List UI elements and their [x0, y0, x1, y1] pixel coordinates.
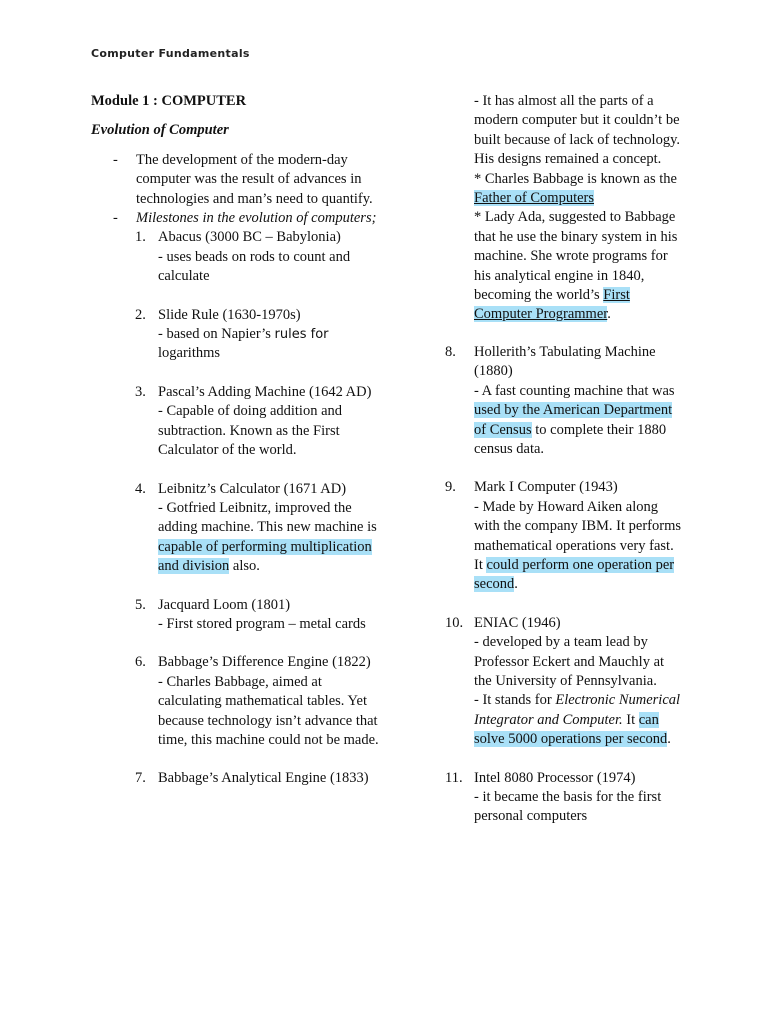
item-title: Babbage’s Analytical Engine (1833) — [158, 770, 369, 787]
list-item-5 — [91, 596, 381, 635]
intro-point-2 — [91, 209, 381, 228]
list-item-6 — [91, 653, 381, 750]
list-item-7-continued — [445, 92, 685, 325]
list-item-8 — [445, 343, 685, 459]
item-desc: - It has almost all the parts of a modern computer but it couldn’t be built because of lack of technology. His designs remained a concept. — [474, 93, 681, 168]
item-number: 7. — [135, 770, 146, 787]
list-item-9 — [445, 478, 685, 594]
list-item-11 — [445, 769, 685, 827]
item-desc: - Charles Babbage, aimed at calculating mathematical tables. Yet because technology isn’t advance that time, this machine could not be made. — [158, 673, 379, 748]
item-desc-part: rules for — [274, 327, 329, 343]
item-number: 6. — [135, 654, 146, 671]
dash-bullet: - — [113, 151, 118, 168]
intro-point-1 — [91, 151, 381, 209]
item-desc — [474, 691, 685, 749]
module-title: Module 1 : COMPUTER — [91, 93, 247, 109]
list-item-4 — [91, 480, 381, 577]
item-desc-part: - A fast counting machine that was — [474, 382, 675, 399]
item-desc-part: - based on Napier’s — [158, 326, 275, 343]
item-title: Jacquard Loom (1801) — [158, 596, 291, 613]
item-desc: - uses beads on rods to count and calculate — [158, 248, 351, 285]
item-title: ENIAC (1946) — [474, 614, 561, 631]
item-desc: - developed by a team lead by Professor Eckert and Mauchly at the University of Pennsylvania. — [474, 634, 665, 689]
item-title: Slide Rule (1630-1970s) — [158, 306, 301, 323]
list-item-2 — [91, 306, 381, 364]
item-title: Mark I Computer (1943) — [474, 479, 618, 496]
highlighted-text: Father of Computers — [474, 190, 595, 207]
item-number: 9. — [445, 479, 456, 496]
item-number: 1. — [135, 229, 146, 246]
item-number: 4. — [135, 480, 146, 497]
page-header: Computer Fundamentals — [91, 47, 250, 60]
item-title: Abacus (3000 BC – Babylonia) — [158, 229, 341, 246]
highlighted-text: First Computer Programmer — [474, 287, 630, 323]
dash-bullet: - — [113, 210, 118, 227]
item-desc: - First stored program – metal cards — [158, 615, 366, 632]
item-desc — [474, 208, 685, 324]
item-desc-part: . — [514, 576, 518, 593]
left-column — [91, 92, 381, 789]
item-desc-part: also. — [229, 558, 260, 575]
item-desc — [474, 498, 685, 595]
item-desc-part: - Made by Howard Aiken along with the company IBM. It performs mathematical operations very fast. It — [474, 498, 681, 573]
item-title: Pascal’s Adding Machine (1642 AD) — [158, 383, 372, 400]
item-desc-part: Electronic Numerical Integrator and Computer. — [474, 692, 681, 728]
item-desc-part: It — [622, 711, 639, 728]
item-desc-part: . — [607, 306, 611, 323]
list-item-7 — [91, 769, 381, 788]
item-desc — [474, 382, 685, 460]
item-desc: - it became the basis for the first personal computers — [474, 789, 662, 825]
item-number: 10. — [445, 614, 464, 631]
item-desc: - Capable of doing addition and subtraction. Known as the First Calculator of the world. — [158, 403, 343, 459]
item-desc-part: . — [667, 731, 671, 748]
highlighted-text: could perform one operation per second — [474, 556, 675, 593]
item-number: 3. — [135, 383, 146, 400]
highlighted-text: used by the American Department of Census — [474, 402, 673, 438]
list-item-3 — [91, 383, 381, 461]
item-title: Intel 8080 Processor (1974) — [474, 769, 636, 786]
list-item-1 — [91, 228, 381, 286]
item-number: 5. — [135, 596, 146, 613]
item-title: Leibnitz’s Calculator (1671 AD) — [158, 480, 347, 497]
item-desc — [158, 325, 381, 344]
item-title: Babbage’s Difference Engine (1822) — [158, 654, 371, 671]
list-item-10 — [445, 614, 685, 750]
item-number: 8. — [445, 343, 456, 360]
intro-text-2: Milestones in the evolution of computers; — [136, 210, 377, 227]
item-desc-part: * Charles Babbage is known as the — [474, 170, 677, 187]
item-number: 2. — [135, 306, 146, 323]
item-desc-part: to complete their 1880 census data. — [474, 421, 667, 457]
item-title: Hollerith’s Tabulating Machine (1880) — [474, 343, 656, 380]
item-desc: logarithms — [158, 345, 221, 362]
right-column — [445, 92, 685, 846]
item-desc-part: * Lady Ada, suggested to Babbage that he use the binary system in his machine. She wrote programs for his analytical engine in 1840, becoming the world’s — [474, 209, 678, 304]
highlighted-text: capable of performing multiplication and division — [158, 538, 372, 575]
section-title: Evolution of Computer — [91, 122, 229, 139]
intro-text-1: The development of the modern-day computer was the result of advances in technologies and man’s need to quantify. — [136, 151, 373, 207]
highlighted-text: can solve 5000 operations per second — [474, 711, 668, 748]
item-desc — [474, 170, 685, 209]
item-desc-part: - It stands for — [474, 692, 556, 709]
item-desc — [158, 499, 381, 577]
item-desc-part: - Gotfried Leibnitz, improved the adding machine. This new machine is — [158, 499, 377, 536]
item-number: 11. — [445, 769, 463, 786]
